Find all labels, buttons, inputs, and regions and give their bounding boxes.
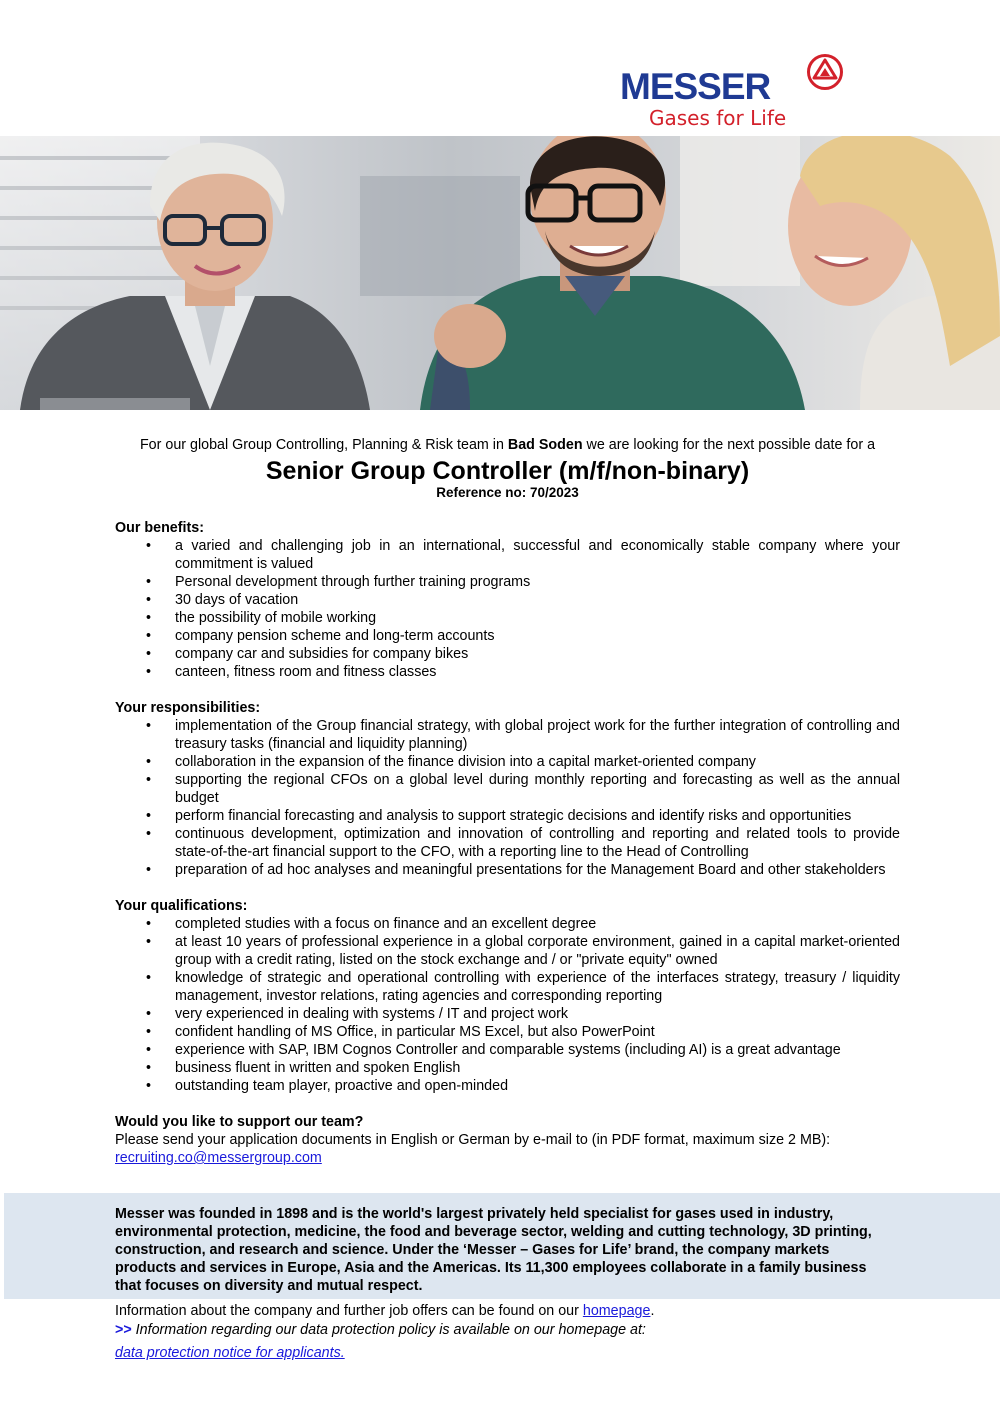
info-text: Information about the company and further job offers can be found on our bbox=[115, 1303, 583, 1319]
office-team-illustration bbox=[0, 136, 1000, 410]
intro-text-end: we are looking for the next possible date for a bbox=[582, 437, 876, 453]
list-item: • preparation of ad hoc analyses and meaningful presentations for the Management Board and other stakeholders bbox=[115, 861, 900, 879]
list-item: • a varied and challenging job in an international, successful and economically stable company where your commitment is valued bbox=[115, 537, 900, 573]
qualifications-list bbox=[115, 915, 900, 1095]
data-protection-link[interactable]: data protection notice for applicants. bbox=[115, 1345, 345, 1361]
privacy-text: Information regarding our data protection policy is available on our homepage at: bbox=[131, 1322, 646, 1338]
list-item: • knowledge of strategic and operational controlling with experience of the interfaces strategy, treasury / liquidity management, investor relations, rating agencies and corresponding reporting bbox=[115, 969, 900, 1005]
info-text-end: . bbox=[650, 1303, 655, 1319]
company-description: Messer was founded in 1898 and is the world's largest privately held specialist for gases used in industry, environmental protection, medicine, the food and beverage sector, welding and cutting technology, 3D printing, construction, and research and science. Under the ‘Messer – Gases for Life’ brand, the company markets products and services in Europe, Asia and the Americas. Its 11,300 employees collaborate in a family business that focuses on diversity and mutual respect. bbox=[115, 1206, 872, 1294]
list-item: • perform financial forecasting and analysis to support strategic decisions and identify risks and opportunities bbox=[115, 807, 900, 825]
list-item: • canteen, fitness room and fitness classes bbox=[115, 663, 900, 681]
job-posting-body bbox=[115, 436, 900, 1167]
intro-line bbox=[115, 436, 900, 454]
messer-logo bbox=[620, 50, 860, 135]
logo-wordmark: MESSER bbox=[620, 66, 771, 107]
application-email-link[interactable]: recruiting.co@messergroup.com bbox=[115, 1150, 322, 1166]
list-item: • supporting the regional CFOs on a global level during monthly reporting and forecasting as well as the annual budget bbox=[115, 771, 900, 807]
company-info-line bbox=[115, 1302, 900, 1321]
list-item: • 30 days of vacation bbox=[115, 591, 900, 609]
list-item: • at least 10 years of professional experience in a global corporate environment, gained in a capital market-oriented group with a credit rating, listed on the stock exchange and / or "private equity" owned bbox=[115, 933, 900, 969]
list-item: • implementation of the Group financial strategy, with global project work for the further integration of controlling and treasury tasks (financial and liquidity planning) bbox=[115, 717, 900, 753]
benefits-list bbox=[115, 537, 900, 681]
arrows-marker: >> bbox=[115, 1322, 132, 1338]
benefits-heading: Our benefits: bbox=[115, 520, 204, 536]
responsibilities-list bbox=[115, 717, 900, 879]
reference-number: Reference no: 70/2023 bbox=[436, 485, 579, 500]
list-item: • very experienced in dealing with systems / IT and project work bbox=[115, 1005, 900, 1023]
qualifications-heading: Your qualifications: bbox=[115, 898, 248, 914]
list-item: • company car and subsidies for company bikes bbox=[115, 645, 900, 663]
list-item: • completed studies with a focus on finance and an excellent degree bbox=[115, 915, 900, 933]
list-item: • company pension scheme and long-term accounts bbox=[115, 627, 900, 645]
list-item: • Personal development through further training programs bbox=[115, 573, 900, 591]
apply-text: Please send your application documents in English or German by e-mail to (in PDF format, maximum size 2 MB): bbox=[115, 1132, 831, 1148]
privacy-line bbox=[115, 1321, 900, 1340]
logo-tagline: Gases for Life bbox=[649, 106, 787, 130]
intro-location: Bad Soden bbox=[507, 437, 583, 453]
list-item: • business fluent in written and spoken English bbox=[115, 1059, 900, 1077]
list-item: • the possibility of mobile working bbox=[115, 609, 900, 627]
footer bbox=[115, 1302, 900, 1363]
list-item: • continuous development, optimization and innovation of controlling and reporting and related tools to provide state-of-the-art financial support to the CFO, with a reporting line to the Head of Controlling bbox=[115, 825, 900, 861]
apply-heading: Would you like to support our team? bbox=[115, 1114, 364, 1130]
job-title: Senior Group Controller (m/f/non-binary) bbox=[265, 457, 750, 485]
homepage-link[interactable]: homepage bbox=[582, 1303, 651, 1319]
responsibilities-heading: Your responsibilities: bbox=[115, 700, 261, 716]
intro-text: For our global Group Controlling, Planning & Risk team in bbox=[139, 437, 508, 453]
logo-triangle-icon bbox=[806, 52, 844, 92]
list-item: • confident handling of MS Office, in particular MS Excel, but also PowerPoint bbox=[115, 1023, 900, 1041]
hero-photo bbox=[0, 136, 1000, 410]
list-item: • outstanding team player, proactive and open-minded bbox=[115, 1077, 900, 1095]
company-info-box bbox=[4, 1193, 1000, 1299]
list-item: • collaboration in the expansion of the finance division into a capital market-oriented company bbox=[115, 753, 900, 771]
list-item: • experience with SAP, IBM Cognos Controller and comparable systems (including AI) is a great advantage bbox=[115, 1041, 900, 1059]
